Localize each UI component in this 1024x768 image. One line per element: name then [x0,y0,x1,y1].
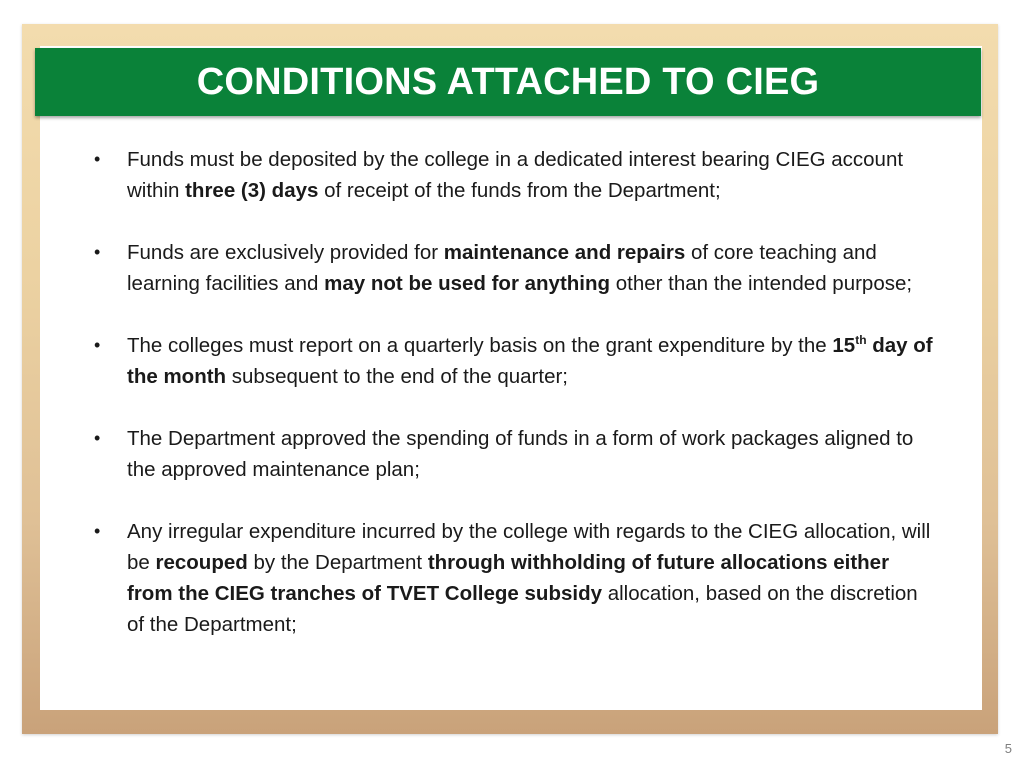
plain-text: other than the intended purpose; [610,272,913,295]
plain-text: allocation, based on the discretion of the Department; [127,582,918,636]
plain-text: Funds are exclusively provided for [127,241,444,264]
bold-text: through withholding of future allocations either from the CIEG tranches of TVET College subsidy [127,551,890,605]
plain-text: The colleges must report on a quarterly basis on the grant expenditure by the [127,334,833,357]
plain-text: subsequent to the end of the quarter; [226,365,568,388]
plain-text: Any irregular expenditure incurred by the college with regards to the CIEG allocation, will be [127,520,931,574]
plain-text: Funds must be deposited by the college in a dedicated interest bearing CIEG account within [127,148,904,202]
bold-text: 15 [832,334,856,357]
bullet-item [94,330,934,392]
superscript-text: th [855,333,867,348]
plain-text: The Department approved the spending of funds in a form of work packages aligned to the approved maintenance plan; [127,427,914,481]
bullet-list [94,144,934,640]
bullet-marker: • [94,335,101,355]
bullet-text [127,144,934,206]
bullet-item [94,237,934,299]
bold-text: three (3) days [185,179,319,202]
bold-text: recouped [155,551,248,574]
bullet-marker: • [94,242,101,262]
bullet-text [127,516,934,640]
plain-text: of receipt of the funds from the Department; [318,179,721,202]
bold-text: may not be used for anything [324,272,611,295]
bullet-marker: • [94,149,101,169]
bullet-item [94,423,934,485]
bullet-item [94,516,934,640]
bullet-marker: • [94,428,101,448]
bullet-text [127,423,934,485]
bullet-text [127,237,934,299]
title-bar [35,48,981,116]
bullet-text [127,330,934,392]
bold-text: day of the month [127,334,933,388]
plain-text: by the Department [247,551,428,574]
plain-text: of core teaching and learning facilities and [127,241,877,295]
page-number: 5 [1004,741,1012,756]
bullet-marker: • [94,521,101,541]
bold-text: maintenance and repairs [443,241,686,264]
slide-title: CONDITIONS ATTACHED TO CIEG [196,60,820,103]
bullet-item [94,144,934,206]
